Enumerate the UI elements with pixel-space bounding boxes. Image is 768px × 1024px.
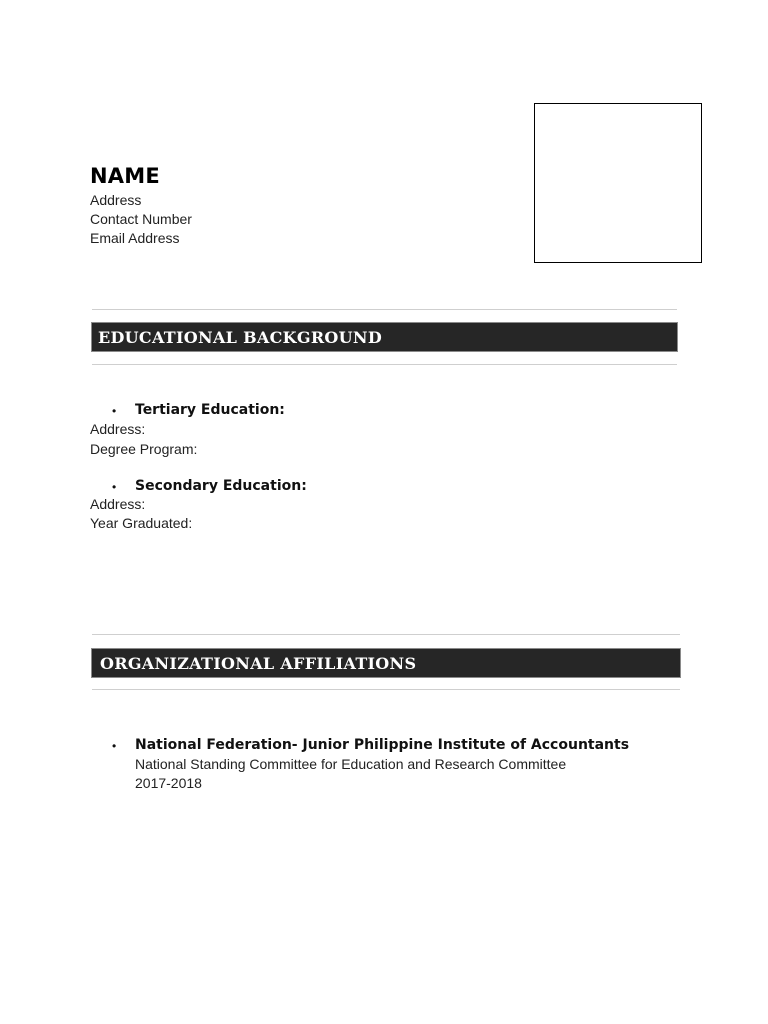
contact-number-line: Contact Number <box>90 211 192 227</box>
section-divider-bottom <box>92 364 677 365</box>
secondary-year-field: Year Graduated: <box>90 515 193 531</box>
tertiary-address-field: Address: <box>90 421 146 437</box>
photo-placeholder <box>534 103 702 263</box>
secondary-address-field: Address: <box>90 496 146 512</box>
bullet-icon: • <box>112 480 117 494</box>
bullet-icon: • <box>112 739 117 753</box>
bullet-icon: • <box>112 404 117 418</box>
education-section-header <box>91 322 678 352</box>
tertiary-degree-field: Degree Program: <box>90 441 198 457</box>
affiliations-section-title: ORGANIZATIONAL AFFILIATIONS <box>100 654 417 673</box>
secondary-education-heading: Secondary Education: <box>135 478 307 494</box>
tertiary-education-heading: Tertiary Education: <box>135 402 285 418</box>
section-divider-top <box>92 634 680 635</box>
affiliations-section-header <box>91 648 681 678</box>
section-divider-bottom <box>92 689 680 690</box>
section-divider-top <box>92 309 677 310</box>
affiliation-position: National Standing Committee for Education and Research Committee <box>135 756 567 772</box>
email-line: Email Address <box>90 230 180 246</box>
applicant-name: NAME <box>90 164 160 188</box>
affiliation-organization: National Federation- Junior Philippine Institute of Accountants <box>135 737 630 753</box>
education-section-title: EDUCATIONAL BACKGROUND <box>98 328 383 347</box>
affiliation-years: 2017-2018 <box>135 775 202 791</box>
address-line: Address <box>90 192 142 208</box>
